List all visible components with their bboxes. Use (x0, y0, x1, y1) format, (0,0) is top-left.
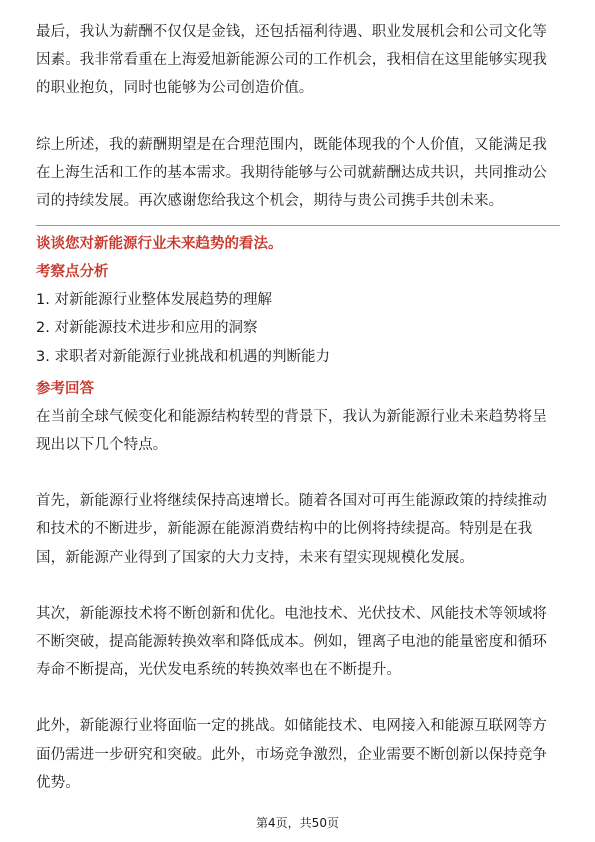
answer-paragraph-1: 在当前全球气候变化和能源结构转型的背景下，我认为新能源行业未来趋势将呈现出以下几个特点。 (36, 408, 547, 454)
analysis-item: 1. 对新能源行业整体发展趋势的理解 (36, 292, 272, 309)
section-divider (36, 225, 560, 226)
analysis-item: 2. 对新能源技术进步和应用的洞察 (36, 320, 258, 337)
question-heading: 谈谈您对新能源行业未来趋势的看法。 (36, 236, 283, 253)
document-page (36, 18, 560, 797)
answer-paragraph-3: 其次，新能源技术将不断创新和优化。电池技术、光伏技术、风能技术等领域将不断突破，提高能源转换效率和降低成本。例如，锂离子电池的能量密度和循环寿命不断提高，光伏发电系统的转换效率也在不断提升。 (36, 605, 547, 679)
answer-title: 参考回答 (36, 380, 94, 397)
analysis-title: 考察点分析 (36, 264, 109, 281)
intro-paragraph-1: 最后，我认为薪酬不仅仅是金钱，还包括福利待遇、职业发展机会和公司文化等因素。我非常看重在上海爱旭新能源公司的工作机会，我相信在这里能够实现我的职业抱负，同时也能够为公司创造价值。 (36, 24, 547, 97)
answer-paragraph-4: 此外，新能源行业将面临一定的挑战。如储能技术、电网接入和能源互联网等方面仍需进一步研究和突破。此外，市场竞争激烈，企业需要不断创新以保持竞争优势。 (36, 718, 547, 791)
answer-paragraph-2: 首先，新能源行业将继续保持高速增长。随着各国对可再生能源政策的持续推动和技术的不断进步，新能源在能源消费结构中的比例将持续提高。特别是在我国，新能源产业得到了国家的大力支持，未来有望实现规模化发展。 (36, 493, 547, 566)
intro-paragraph-2: 综上所述，我的薪酬期望是在合理范围内，既能体现我的个人价值，又能满足我在上海生活和工作的基本需求。我期待能够与公司就薪酬达成共识，共同推动公司的持续发展。再次感谢您给我这个机会，期待与贵公司携手共创未来。 (36, 136, 547, 210)
analysis-list (36, 286, 560, 371)
page-number: 第4页，共50页 (256, 816, 339, 830)
analysis-item: 3. 求职者对新能源行业挑战和机遇的判断能力 (36, 348, 330, 365)
